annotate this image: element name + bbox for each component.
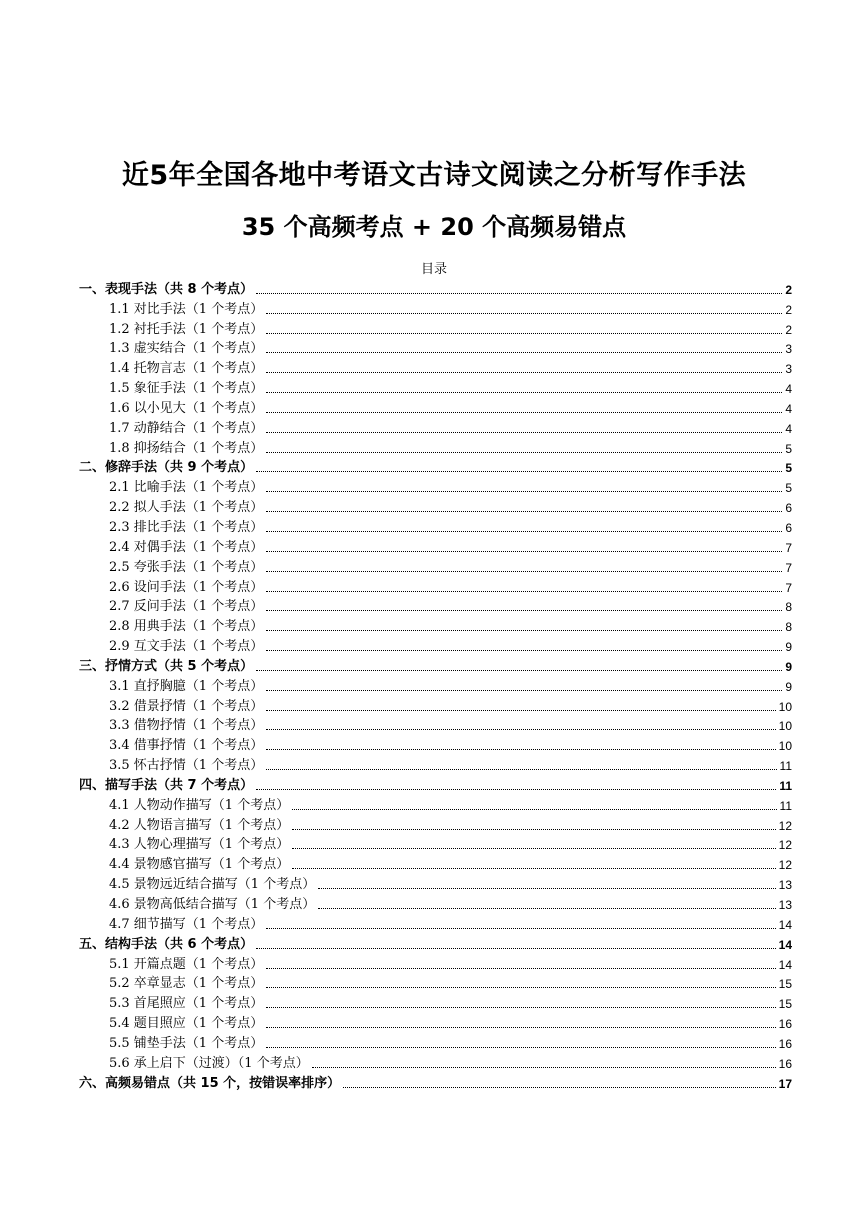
toc-entry-label: 2.1 比喻手法（1 个考点） bbox=[109, 480, 264, 496]
toc-dot-leader bbox=[318, 907, 775, 909]
toc-subsection-entry[interactable] bbox=[79, 734, 792, 754]
toc-entry-label: 2.9 互文手法（1 个考点） bbox=[109, 639, 264, 655]
toc-dot-leader bbox=[292, 867, 775, 869]
toc-entry-label: 2.5 夸张手法（1 个考点） bbox=[109, 559, 264, 575]
toc-page-number: 7 bbox=[785, 540, 792, 555]
toc-dot-leader bbox=[292, 847, 775, 849]
toc-dot-leader bbox=[343, 1086, 775, 1088]
toc-section-entry[interactable] bbox=[79, 655, 792, 675]
toc-page-number: 3 bbox=[785, 342, 792, 357]
toc-subsection-entry[interactable] bbox=[79, 596, 792, 616]
toc-subsection-entry[interactable] bbox=[79, 298, 792, 318]
toc-dot-leader bbox=[266, 728, 775, 730]
toc-dot-leader bbox=[256, 788, 776, 790]
toc-page-number: 15 bbox=[778, 997, 792, 1012]
toc-page-number: 12 bbox=[778, 818, 792, 833]
toc-page-number: 5 bbox=[785, 481, 792, 496]
toc-heading: 目录 bbox=[420, 262, 447, 277]
toc-page-number: 9 bbox=[785, 679, 792, 694]
toc-entry-label: 2.8 用典手法（1 个考点） bbox=[109, 619, 264, 635]
toc-page-number: 12 bbox=[778, 858, 792, 873]
toc-entry-label: 五、结构手法（共 6 个考点） bbox=[79, 936, 254, 952]
toc-entry-label: 二、修辞手法（共 9 个考点） bbox=[79, 460, 254, 476]
toc-subsection-entry[interactable] bbox=[79, 794, 792, 814]
table-of-contents bbox=[79, 278, 792, 1092]
toc-entry-label: 1.8 抑扬结合（1 个考点） bbox=[109, 440, 264, 456]
toc-dot-leader bbox=[266, 1026, 775, 1028]
toc-page-number: 10 bbox=[778, 739, 792, 754]
toc-page-number: 2 bbox=[785, 282, 792, 297]
toc-dot-leader bbox=[266, 391, 782, 393]
toc-dot-leader bbox=[266, 550, 782, 552]
toc-subsection-entry[interactable] bbox=[79, 953, 792, 973]
toc-subsection-entry[interactable] bbox=[79, 853, 792, 873]
toc-dot-leader bbox=[292, 808, 776, 810]
toc-subsection-entry[interactable] bbox=[79, 437, 792, 457]
toc-entry-label: 5.4 题目照应（1 个考点） bbox=[109, 1016, 264, 1032]
toc-dot-leader bbox=[266, 1046, 775, 1048]
toc-subsection-entry[interactable] bbox=[79, 397, 792, 417]
toc-entry-label: 4.7 细节描写（1 个考点） bbox=[109, 916, 264, 932]
toc-page-number: 10 bbox=[778, 699, 792, 714]
toc-subsection-entry[interactable] bbox=[79, 1052, 792, 1072]
toc-dot-leader bbox=[266, 689, 782, 691]
toc-dot-leader bbox=[266, 986, 775, 988]
toc-subsection-entry[interactable] bbox=[79, 338, 792, 358]
toc-entry-label: 4.3 人物心理描写（1 个考点） bbox=[109, 837, 290, 853]
toc-entry-label: 4.6 景物高低结合描写（1 个考点） bbox=[109, 897, 316, 912]
toc-dot-leader bbox=[292, 828, 775, 830]
toc-page-number: 14 bbox=[778, 937, 792, 952]
toc-dot-leader bbox=[266, 1006, 775, 1008]
toc-section-entry[interactable] bbox=[79, 457, 792, 477]
toc-page-number: 13 bbox=[778, 878, 792, 893]
toc-subsection-entry[interactable] bbox=[79, 973, 792, 993]
toc-page-number: 10 bbox=[778, 719, 792, 734]
toc-entry-label: 2.2 拟人手法（1 个考点） bbox=[109, 500, 264, 516]
document-title: 近5年全国各地中考语文古诗文阅读之分析写作手法 bbox=[121, 160, 747, 191]
toc-section-entry[interactable] bbox=[79, 774, 792, 794]
toc-entry-label: 5.1 开篇点题（1 个考点） bbox=[109, 956, 264, 972]
toc-dot-leader bbox=[256, 470, 782, 472]
toc-page-number: 7 bbox=[785, 560, 792, 575]
toc-subsection-entry[interactable] bbox=[79, 318, 792, 338]
toc-subsection-entry[interactable] bbox=[79, 496, 792, 516]
toc-subsection-entry[interactable] bbox=[79, 576, 792, 596]
toc-page-number: 4 bbox=[785, 382, 792, 397]
toc-dot-leader bbox=[312, 1066, 776, 1068]
toc-page-number: 6 bbox=[785, 501, 792, 516]
toc-page-number: 8 bbox=[785, 620, 792, 635]
toc-page-number: 14 bbox=[778, 917, 792, 932]
toc-page-number: 7 bbox=[785, 580, 792, 595]
toc-subsection-entry[interactable] bbox=[79, 615, 792, 635]
toc-entry-label: 1.5 象征手法（1 个考点） bbox=[109, 381, 264, 397]
toc-dot-leader bbox=[266, 530, 782, 532]
toc-subsection-entry[interactable] bbox=[79, 357, 792, 377]
toc-entry-label: 1.7 动静结合（1 个考点） bbox=[109, 420, 264, 436]
toc-entry-label: 一、表现手法（共 8 个考点） bbox=[79, 281, 254, 297]
toc-page-number: 5 bbox=[785, 441, 792, 456]
toc-dot-leader bbox=[266, 629, 782, 631]
toc-entry-label: 2.4 对偶手法（1 个考点） bbox=[109, 539, 264, 555]
toc-entry-label: 2.3 排比手法（1 个考点） bbox=[109, 519, 264, 535]
toc-dot-leader bbox=[256, 292, 782, 294]
toc-page-number: 15 bbox=[778, 977, 792, 992]
toc-subsection-entry[interactable] bbox=[79, 754, 792, 774]
toc-dot-leader bbox=[256, 947, 776, 949]
toc-dot-leader bbox=[266, 411, 782, 413]
toc-page-number: 11 bbox=[779, 759, 792, 774]
toc-subsection-entry[interactable] bbox=[79, 536, 792, 556]
toc-dot-leader bbox=[266, 510, 782, 512]
toc-dot-leader bbox=[266, 649, 782, 651]
toc-dot-leader bbox=[266, 351, 782, 353]
toc-page-number: 11 bbox=[779, 778, 792, 793]
toc-dot-leader bbox=[266, 490, 782, 492]
toc-entry-label: 1.3 虚实结合（1 个考点） bbox=[109, 341, 264, 357]
toc-dot-leader bbox=[266, 748, 775, 750]
toc-page-number: 12 bbox=[778, 838, 792, 853]
toc-subsection-entry[interactable] bbox=[79, 834, 792, 854]
toc-page-number: 14 bbox=[778, 957, 792, 972]
toc-entry-label: 5.3 首尾照应（1 个考点） bbox=[109, 996, 264, 1012]
toc-page-number: 4 bbox=[785, 401, 792, 416]
toc-entry-label: 1.4 托物言志（1 个考点） bbox=[109, 361, 264, 377]
toc-subsection-entry[interactable] bbox=[79, 377, 792, 397]
toc-subsection-entry[interactable] bbox=[79, 675, 792, 695]
toc-entry-label: 1.1 对比手法（1 个考点） bbox=[109, 301, 264, 317]
toc-page-number: 6 bbox=[785, 520, 792, 535]
toc-page-number: 4 bbox=[785, 421, 792, 436]
toc-page-number: 13 bbox=[778, 898, 792, 912]
toc-entry-label: 4.4 景物感官描写（1 个考点） bbox=[109, 857, 290, 873]
toc-entry-label: 六、高频易错点（共 15 个，按错误率排序） bbox=[79, 1075, 341, 1091]
toc-page-number: 9 bbox=[785, 640, 792, 655]
toc-dot-leader bbox=[266, 590, 782, 592]
toc-page-number: 8 bbox=[785, 600, 792, 615]
toc-dot-leader bbox=[318, 887, 775, 889]
toc-entry-label: 2.7 反问手法（1 个考点） bbox=[109, 599, 264, 615]
toc-entry-label: 5.2 卒章显志（1 个考点） bbox=[109, 976, 264, 992]
toc-section-entry[interactable] bbox=[79, 278, 792, 298]
toc-page-number: 3 bbox=[785, 362, 792, 377]
toc-dot-leader bbox=[266, 312, 782, 314]
toc-dot-leader bbox=[266, 451, 782, 453]
toc-entry-label: 1.2 衬托手法（1 个考点） bbox=[109, 321, 264, 337]
toc-page-number: 16 bbox=[778, 1036, 792, 1051]
toc-entry-label: 3.5 怀古抒情（1 个考点） bbox=[109, 758, 264, 774]
toc-entry-label: 四、描写手法（共 7 个考点） bbox=[79, 777, 254, 793]
toc-entry-label: 2.6 设问手法（1 个考点） bbox=[109, 579, 264, 595]
toc-subsection-entry[interactable] bbox=[79, 1012, 792, 1032]
toc-entry-label: 3.3 借物抒情（1 个考点） bbox=[109, 718, 264, 734]
toc-subsection-entry[interactable] bbox=[79, 814, 792, 834]
toc-page-number: 2 bbox=[785, 322, 792, 337]
toc-entry-label: 4.1 人物动作描写（1 个考点） bbox=[109, 797, 290, 813]
toc-dot-leader bbox=[266, 609, 782, 611]
toc-page-number: 9 bbox=[785, 659, 792, 674]
toc-dot-leader bbox=[256, 669, 782, 671]
toc-page-number: 17 bbox=[778, 1076, 792, 1091]
toc-page-number: 16 bbox=[778, 1017, 792, 1032]
document-subtitle: 35 个高频考点 + 20 个高频易错点 bbox=[241, 213, 627, 241]
toc-section-entry[interactable] bbox=[79, 1072, 792, 1092]
toc-page-number: 11 bbox=[779, 798, 792, 813]
toc-entry-label: 4.5 景物远近结合描写（1 个考点） bbox=[109, 877, 316, 893]
toc-dot-leader bbox=[266, 967, 775, 969]
toc-entry-label: 1.6 以小见大（1 个考点） bbox=[109, 400, 264, 416]
toc-entry-label: 3.1 直抒胸臆（1 个考点） bbox=[109, 678, 264, 694]
toc-subsection-entry[interactable] bbox=[79, 1032, 792, 1052]
toc-subsection-entry[interactable] bbox=[79, 635, 792, 655]
toc-subsection-entry[interactable] bbox=[79, 417, 792, 437]
toc-dot-leader bbox=[266, 927, 775, 929]
toc-dot-leader bbox=[266, 332, 782, 334]
toc-dot-leader bbox=[266, 431, 782, 433]
toc-subsection-entry[interactable] bbox=[79, 992, 792, 1012]
toc-subsection-entry[interactable] bbox=[79, 556, 792, 576]
toc-entry-label: 4.2 人物语言描写（1 个考点） bbox=[109, 817, 290, 833]
toc-entry-label: 3.4 借事抒情（1 个考点） bbox=[109, 738, 264, 754]
toc-dot-leader bbox=[266, 709, 775, 711]
toc-page-number: 5 bbox=[785, 461, 792, 476]
toc-entry-label: 3.2 借景抒情（1 个考点） bbox=[109, 698, 264, 714]
toc-entry-label: 三、抒情方式（共 5 个考点） bbox=[79, 658, 254, 674]
toc-subsection-entry[interactable] bbox=[79, 695, 792, 715]
toc-subsection-entry[interactable] bbox=[79, 715, 792, 735]
toc-page-number: 16 bbox=[778, 1056, 792, 1071]
toc-dot-leader bbox=[266, 768, 776, 770]
toc-subsection-entry[interactable] bbox=[79, 893, 792, 913]
toc-subsection-entry[interactable] bbox=[79, 873, 792, 893]
toc-section-entry[interactable] bbox=[79, 933, 792, 953]
toc-subsection-entry[interactable] bbox=[79, 476, 792, 496]
toc-page-number: 2 bbox=[785, 302, 792, 317]
toc-entry-label: 5.6 承上启下（过渡）（1 个考点） bbox=[109, 1055, 309, 1071]
toc-dot-leader bbox=[266, 371, 782, 373]
toc-subsection-entry[interactable] bbox=[79, 516, 792, 536]
toc-subsection-entry[interactable] bbox=[79, 913, 792, 933]
toc-entry-label: 5.5 铺垫手法（1 个考点） bbox=[109, 1035, 264, 1051]
toc-dot-leader bbox=[266, 570, 782, 572]
